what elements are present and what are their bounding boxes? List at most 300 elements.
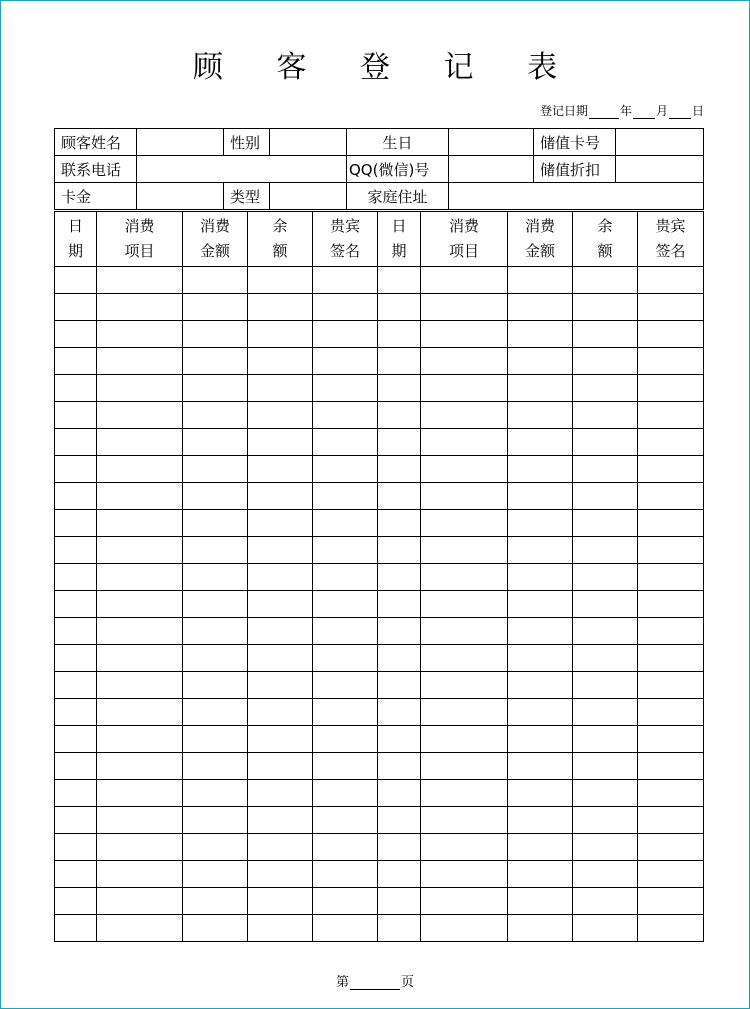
table-cell[interactable] bbox=[248, 618, 313, 645]
table-cell[interactable] bbox=[313, 483, 378, 510]
table-cell[interactable] bbox=[248, 780, 313, 807]
table-cell[interactable] bbox=[313, 537, 378, 564]
table-cell[interactable] bbox=[508, 645, 573, 672]
table-cell[interactable] bbox=[313, 267, 378, 294]
table-cell[interactable] bbox=[421, 780, 508, 807]
table-cell[interactable] bbox=[97, 591, 183, 618]
table-cell[interactable] bbox=[183, 780, 248, 807]
table-cell[interactable] bbox=[313, 321, 378, 348]
table-cell[interactable] bbox=[638, 510, 704, 537]
table-cell[interactable] bbox=[183, 483, 248, 510]
table-cell[interactable] bbox=[378, 834, 421, 861]
table-cell[interactable] bbox=[421, 672, 508, 699]
gender-label: 性别 bbox=[224, 129, 270, 156]
table-cell[interactable] bbox=[638, 645, 704, 672]
table-cell[interactable] bbox=[97, 348, 183, 375]
table-cell[interactable] bbox=[248, 807, 313, 834]
table-cell[interactable] bbox=[638, 861, 704, 888]
table-cell[interactable] bbox=[508, 726, 573, 753]
table-cell[interactable] bbox=[573, 888, 638, 915]
table-cell[interactable] bbox=[508, 321, 573, 348]
table-cell[interactable] bbox=[508, 564, 573, 591]
table-cell[interactable] bbox=[313, 348, 378, 375]
table-cell[interactable] bbox=[97, 861, 183, 888]
column-header bbox=[248, 212, 313, 267]
register-date bbox=[540, 102, 704, 119]
table-row bbox=[55, 483, 704, 510]
table-cell[interactable] bbox=[421, 321, 508, 348]
table-cell[interactable] bbox=[638, 618, 704, 645]
table-cell[interactable] bbox=[573, 672, 638, 699]
table-cell[interactable] bbox=[97, 780, 183, 807]
page-prefix: 第 bbox=[335, 975, 349, 990]
table-cell[interactable] bbox=[183, 537, 248, 564]
table-cell[interactable] bbox=[313, 672, 378, 699]
log-body bbox=[55, 267, 704, 942]
table-cell[interactable] bbox=[378, 321, 421, 348]
gender-field[interactable] bbox=[270, 129, 347, 156]
qq-field[interactable] bbox=[449, 156, 534, 183]
table-cell[interactable] bbox=[97, 294, 183, 321]
table-cell[interactable] bbox=[638, 807, 704, 834]
table-cell[interactable] bbox=[421, 483, 508, 510]
table-cell[interactable] bbox=[378, 456, 421, 483]
info-row bbox=[55, 183, 704, 210]
table-cell[interactable] bbox=[183, 321, 248, 348]
table-cell[interactable] bbox=[508, 618, 573, 645]
table-cell[interactable] bbox=[313, 915, 378, 942]
table-cell[interactable] bbox=[183, 699, 248, 726]
table-cell[interactable] bbox=[248, 645, 313, 672]
table-cell[interactable] bbox=[248, 348, 313, 375]
table-cell[interactable] bbox=[378, 915, 421, 942]
table-cell[interactable] bbox=[421, 726, 508, 753]
table-cell[interactable] bbox=[378, 618, 421, 645]
column-header-line2: 期 bbox=[391, 242, 407, 260]
table-cell[interactable] bbox=[508, 915, 573, 942]
table-cell[interactable] bbox=[55, 645, 97, 672]
table-cell[interactable] bbox=[183, 591, 248, 618]
table-cell[interactable] bbox=[55, 564, 97, 591]
year-label: 年 bbox=[619, 104, 632, 118]
table-cell[interactable] bbox=[638, 726, 704, 753]
table-cell[interactable] bbox=[638, 834, 704, 861]
table-cell[interactable] bbox=[55, 726, 97, 753]
table-cell[interactable] bbox=[55, 699, 97, 726]
column-header bbox=[378, 212, 421, 267]
table-cell[interactable] bbox=[638, 915, 704, 942]
header-row bbox=[55, 212, 704, 267]
table-cell[interactable] bbox=[55, 267, 97, 294]
card-no-label: 储值卡号 bbox=[534, 129, 616, 156]
table-cell[interactable] bbox=[248, 699, 313, 726]
table-cell[interactable] bbox=[313, 510, 378, 537]
table-cell[interactable] bbox=[378, 861, 421, 888]
table-cell[interactable] bbox=[508, 402, 573, 429]
table-cell[interactable] bbox=[183, 915, 248, 942]
table-cell[interactable] bbox=[55, 402, 97, 429]
type-field[interactable] bbox=[270, 183, 347, 210]
column-header-line1: 日 bbox=[391, 217, 407, 235]
table-row bbox=[55, 726, 704, 753]
table-cell[interactable] bbox=[248, 402, 313, 429]
table-cell[interactable] bbox=[573, 402, 638, 429]
table-cell[interactable] bbox=[573, 645, 638, 672]
table-cell[interactable] bbox=[378, 591, 421, 618]
table-cell[interactable] bbox=[508, 483, 573, 510]
table-cell[interactable] bbox=[248, 483, 313, 510]
table-cell[interactable] bbox=[421, 429, 508, 456]
table-cell[interactable] bbox=[55, 483, 97, 510]
table-cell[interactable] bbox=[573, 564, 638, 591]
card-no-field[interactable] bbox=[616, 129, 704, 156]
table-cell[interactable] bbox=[638, 699, 704, 726]
table-cell[interactable] bbox=[421, 753, 508, 780]
table-cell[interactable] bbox=[378, 807, 421, 834]
table-cell[interactable] bbox=[573, 321, 638, 348]
table-cell[interactable] bbox=[508, 510, 573, 537]
table-cell[interactable] bbox=[508, 294, 573, 321]
table-cell[interactable] bbox=[638, 753, 704, 780]
table-cell[interactable] bbox=[183, 267, 248, 294]
table-cell[interactable] bbox=[573, 429, 638, 456]
table-cell[interactable] bbox=[573, 294, 638, 321]
table-cell[interactable] bbox=[97, 699, 183, 726]
table-cell[interactable] bbox=[55, 834, 97, 861]
table-cell[interactable] bbox=[97, 618, 183, 645]
table-cell[interactable] bbox=[378, 402, 421, 429]
table-cell[interactable] bbox=[313, 726, 378, 753]
column-header-line1: 消费 bbox=[199, 217, 230, 235]
customer-info-table bbox=[54, 128, 704, 210]
day-blank[interactable] bbox=[669, 106, 691, 119]
column-header-line1: 消费 bbox=[124, 217, 155, 235]
table-cell[interactable] bbox=[97, 321, 183, 348]
table-cell[interactable] bbox=[313, 807, 378, 834]
table-cell[interactable] bbox=[248, 726, 313, 753]
table-cell[interactable] bbox=[573, 618, 638, 645]
table-cell[interactable] bbox=[378, 429, 421, 456]
table-cell[interactable] bbox=[638, 591, 704, 618]
table-cell[interactable] bbox=[421, 915, 508, 942]
table-cell[interactable] bbox=[55, 591, 97, 618]
table-cell[interactable] bbox=[248, 294, 313, 321]
table-cell[interactable] bbox=[97, 537, 183, 564]
column-header bbox=[55, 212, 97, 267]
table-cell[interactable] bbox=[183, 726, 248, 753]
table-cell[interactable] bbox=[378, 375, 421, 402]
table-cell[interactable] bbox=[248, 375, 313, 402]
table-cell[interactable] bbox=[97, 672, 183, 699]
year-blank[interactable] bbox=[589, 106, 619, 119]
table-cell[interactable] bbox=[183, 807, 248, 834]
table-cell[interactable] bbox=[248, 510, 313, 537]
table-cell[interactable] bbox=[97, 915, 183, 942]
birthday-field[interactable] bbox=[449, 129, 534, 156]
table-cell[interactable] bbox=[313, 564, 378, 591]
table-cell[interactable] bbox=[55, 753, 97, 780]
table-cell[interactable] bbox=[313, 402, 378, 429]
info-row bbox=[55, 156, 704, 183]
column-header-line2: 额 bbox=[272, 242, 288, 260]
table-cell[interactable] bbox=[573, 591, 638, 618]
table-cell[interactable] bbox=[248, 888, 313, 915]
table-cell[interactable] bbox=[248, 564, 313, 591]
table-cell[interactable] bbox=[313, 699, 378, 726]
table-cell[interactable] bbox=[97, 564, 183, 591]
table-cell[interactable] bbox=[97, 834, 183, 861]
table-cell[interactable] bbox=[573, 267, 638, 294]
table-cell[interactable] bbox=[183, 429, 248, 456]
table-row bbox=[55, 537, 704, 564]
table-cell[interactable] bbox=[313, 294, 378, 321]
table-cell[interactable] bbox=[313, 780, 378, 807]
table-cell[interactable] bbox=[183, 645, 248, 672]
table-row bbox=[55, 645, 704, 672]
table-cell[interactable] bbox=[248, 672, 313, 699]
discount-field[interactable] bbox=[616, 156, 704, 183]
table-cell[interactable] bbox=[97, 483, 183, 510]
table-cell[interactable] bbox=[638, 483, 704, 510]
table-cell[interactable] bbox=[638, 564, 704, 591]
table-cell[interactable] bbox=[508, 375, 573, 402]
table-cell[interactable] bbox=[183, 402, 248, 429]
table-row bbox=[55, 861, 704, 888]
table-cell[interactable] bbox=[421, 645, 508, 672]
table-cell[interactable] bbox=[421, 456, 508, 483]
table-cell[interactable] bbox=[313, 591, 378, 618]
table-cell[interactable] bbox=[248, 915, 313, 942]
table-cell[interactable] bbox=[638, 375, 704, 402]
table-cell[interactable] bbox=[313, 834, 378, 861]
table-cell[interactable] bbox=[421, 699, 508, 726]
table-cell[interactable] bbox=[183, 294, 248, 321]
table-cell[interactable] bbox=[638, 780, 704, 807]
table-cell[interactable] bbox=[313, 618, 378, 645]
table-cell[interactable] bbox=[638, 537, 704, 564]
table-cell[interactable] bbox=[183, 834, 248, 861]
table-cell[interactable] bbox=[97, 402, 183, 429]
table-cell[interactable] bbox=[378, 267, 421, 294]
table-cell[interactable] bbox=[183, 564, 248, 591]
table-cell[interactable] bbox=[508, 834, 573, 861]
table-cell[interactable] bbox=[638, 402, 704, 429]
table-cell[interactable] bbox=[55, 807, 97, 834]
table-cell[interactable] bbox=[573, 861, 638, 888]
table-cell[interactable] bbox=[97, 267, 183, 294]
table-cell[interactable] bbox=[55, 510, 97, 537]
table-cell[interactable] bbox=[573, 915, 638, 942]
table-cell[interactable] bbox=[508, 672, 573, 699]
table-cell[interactable] bbox=[378, 726, 421, 753]
table-cell[interactable] bbox=[55, 294, 97, 321]
table-cell[interactable] bbox=[638, 294, 704, 321]
table-cell[interactable] bbox=[508, 780, 573, 807]
table-cell[interactable] bbox=[313, 861, 378, 888]
table-cell[interactable] bbox=[421, 348, 508, 375]
table-cell[interactable] bbox=[183, 861, 248, 888]
address-field[interactable] bbox=[449, 183, 704, 210]
table-cell[interactable] bbox=[638, 672, 704, 699]
table-cell[interactable] bbox=[638, 888, 704, 915]
table-cell[interactable] bbox=[573, 483, 638, 510]
table-cell[interactable] bbox=[508, 861, 573, 888]
table-cell[interactable] bbox=[55, 321, 97, 348]
table-cell[interactable] bbox=[508, 888, 573, 915]
table-cell[interactable] bbox=[508, 429, 573, 456]
table-cell[interactable] bbox=[573, 753, 638, 780]
table-cell[interactable] bbox=[421, 807, 508, 834]
table-cell[interactable] bbox=[183, 672, 248, 699]
table-cell[interactable] bbox=[573, 726, 638, 753]
page-number-blank[interactable] bbox=[350, 978, 400, 990]
table-cell[interactable] bbox=[313, 375, 378, 402]
table-cell[interactable] bbox=[313, 888, 378, 915]
table-row bbox=[55, 510, 704, 537]
table-cell[interactable] bbox=[183, 753, 248, 780]
table-cell[interactable] bbox=[378, 294, 421, 321]
table-cell[interactable] bbox=[508, 807, 573, 834]
table-cell[interactable] bbox=[313, 753, 378, 780]
table-cell[interactable] bbox=[248, 753, 313, 780]
column-header-line2: 额 bbox=[597, 242, 613, 260]
table-cell[interactable] bbox=[378, 780, 421, 807]
table-cell[interactable] bbox=[638, 267, 704, 294]
table-cell[interactable] bbox=[55, 429, 97, 456]
table-cell[interactable] bbox=[183, 456, 248, 483]
table-cell[interactable] bbox=[638, 321, 704, 348]
table-cell[interactable] bbox=[508, 456, 573, 483]
table-cell[interactable] bbox=[97, 429, 183, 456]
table-row bbox=[55, 672, 704, 699]
table-cell[interactable] bbox=[55, 375, 97, 402]
table-cell[interactable] bbox=[55, 780, 97, 807]
table-cell[interactable] bbox=[183, 348, 248, 375]
table-cell[interactable] bbox=[55, 456, 97, 483]
table-cell[interactable] bbox=[378, 888, 421, 915]
table-cell[interactable] bbox=[378, 564, 421, 591]
table-cell[interactable] bbox=[378, 537, 421, 564]
phone-label: 联系电话 bbox=[55, 156, 137, 183]
month-blank[interactable] bbox=[633, 106, 655, 119]
table-cell[interactable] bbox=[97, 753, 183, 780]
table-cell[interactable] bbox=[55, 618, 97, 645]
table-cell[interactable] bbox=[248, 861, 313, 888]
table-row bbox=[55, 807, 704, 834]
table-cell[interactable] bbox=[248, 591, 313, 618]
table-cell[interactable] bbox=[378, 753, 421, 780]
table-cell[interactable] bbox=[421, 591, 508, 618]
table-cell[interactable] bbox=[97, 456, 183, 483]
table-cell[interactable] bbox=[573, 456, 638, 483]
table-cell[interactable] bbox=[313, 456, 378, 483]
table-cell[interactable] bbox=[421, 294, 508, 321]
table-cell[interactable] bbox=[638, 429, 704, 456]
table-cell[interactable] bbox=[248, 537, 313, 564]
table-cell[interactable] bbox=[573, 510, 638, 537]
table-cell[interactable] bbox=[508, 537, 573, 564]
table-cell[interactable] bbox=[97, 726, 183, 753]
table-cell[interactable] bbox=[421, 402, 508, 429]
table-cell[interactable] bbox=[183, 510, 248, 537]
table-cell[interactable] bbox=[248, 456, 313, 483]
table-cell[interactable] bbox=[421, 888, 508, 915]
table-cell[interactable] bbox=[573, 699, 638, 726]
table-cell[interactable] bbox=[573, 348, 638, 375]
table-cell[interactable] bbox=[421, 375, 508, 402]
table-cell[interactable] bbox=[573, 834, 638, 861]
table-cell[interactable] bbox=[378, 348, 421, 375]
info-row bbox=[55, 129, 704, 156]
table-cell[interactable] bbox=[508, 267, 573, 294]
table-cell[interactable] bbox=[421, 537, 508, 564]
table-cell[interactable] bbox=[508, 591, 573, 618]
column-header-line2: 金额 bbox=[524, 242, 555, 260]
table-cell[interactable] bbox=[573, 537, 638, 564]
table-cell[interactable] bbox=[573, 375, 638, 402]
card-amount-field[interactable] bbox=[137, 183, 224, 210]
table-cell[interactable] bbox=[97, 645, 183, 672]
table-cell[interactable] bbox=[421, 510, 508, 537]
table-row bbox=[55, 699, 704, 726]
name-field[interactable] bbox=[137, 129, 224, 156]
table-cell[interactable] bbox=[638, 348, 704, 375]
phone-field[interactable] bbox=[137, 156, 347, 183]
table-cell[interactable] bbox=[378, 483, 421, 510]
table-cell[interactable] bbox=[55, 672, 97, 699]
table-cell[interactable] bbox=[421, 618, 508, 645]
table-cell[interactable] bbox=[378, 672, 421, 699]
table-cell[interactable] bbox=[97, 888, 183, 915]
table-cell[interactable] bbox=[313, 645, 378, 672]
column-header-line2: 签名 bbox=[329, 242, 360, 260]
table-cell[interactable] bbox=[248, 321, 313, 348]
table-cell[interactable] bbox=[55, 888, 97, 915]
table-cell[interactable] bbox=[508, 699, 573, 726]
table-cell[interactable] bbox=[55, 537, 97, 564]
table-cell[interactable] bbox=[421, 267, 508, 294]
table-cell[interactable] bbox=[508, 348, 573, 375]
table-cell[interactable] bbox=[55, 861, 97, 888]
table-cell[interactable] bbox=[55, 348, 97, 375]
table-cell[interactable] bbox=[508, 753, 573, 780]
table-cell[interactable] bbox=[313, 429, 378, 456]
table-cell[interactable] bbox=[378, 699, 421, 726]
table-cell[interactable] bbox=[378, 645, 421, 672]
type-label: 类型 bbox=[224, 183, 270, 210]
table-cell[interactable] bbox=[183, 888, 248, 915]
table-cell[interactable] bbox=[573, 807, 638, 834]
table-cell[interactable] bbox=[638, 456, 704, 483]
register-date-label: 登记日期 bbox=[539, 104, 588, 118]
table-cell[interactable] bbox=[421, 834, 508, 861]
page-title: 顾 客 登 记 表 bbox=[192, 50, 580, 85]
table-cell[interactable] bbox=[183, 618, 248, 645]
column-header-line1: 余 bbox=[272, 217, 288, 235]
table-cell[interactable] bbox=[97, 375, 183, 402]
table-cell[interactable] bbox=[421, 861, 508, 888]
table-cell[interactable] bbox=[97, 510, 183, 537]
table-cell[interactable] bbox=[248, 429, 313, 456]
table-cell[interactable] bbox=[248, 834, 313, 861]
table-cell[interactable] bbox=[183, 375, 248, 402]
table-cell[interactable] bbox=[421, 564, 508, 591]
table-cell[interactable] bbox=[248, 267, 313, 294]
table-cell[interactable] bbox=[378, 510, 421, 537]
table-cell[interactable] bbox=[573, 780, 638, 807]
table-cell[interactable] bbox=[55, 915, 97, 942]
table-cell[interactable] bbox=[97, 807, 183, 834]
